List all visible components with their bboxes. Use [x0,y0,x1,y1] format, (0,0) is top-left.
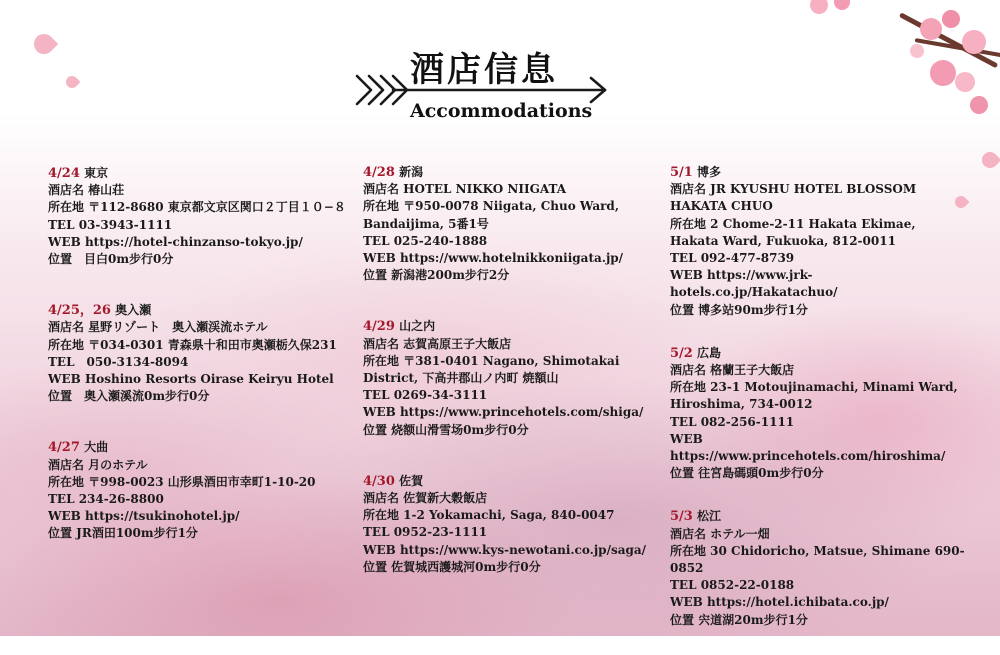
hotel-entry [363,164,663,284]
hotel-address: 所在地 23-1 Motoujinamachi, Minami Ward, Hiroshima, 734-0012 [670,380,958,412]
hotel-web: WEB https://www.hotelnikkoniigata.jp/ [363,251,624,266]
entry-place: 東京 [84,166,109,180]
hotel-tel: TEL 050-3134-8094 [48,354,189,369]
hotel-address: 所在地 〒112-8680 東京都文京区関口２丁目１０−８ [48,200,346,215]
hotel-address: 所在地 〒998-0023 山形県酒田市幸町1-10-20 [48,474,316,489]
hotel-address: 所在地 1-2 Yokamachi, Saga, 840-0047 [363,508,615,523]
hotel-tel: TEL 025-240-1888 [363,233,488,248]
entry-place: 大曲 [84,440,109,455]
entry-place: 広島 [697,345,722,360]
hotel-name: 酒店名 星野リゾート 奥入瀬渓流ホテル [48,320,268,335]
hotel-address: 所在地 〒034-0301 青森県十和田市奥瀬栃久保231 [48,337,337,352]
accommodation-column-3 [670,164,965,655]
hotel-tel: TEL 0269-34-3111 [363,388,488,403]
hotel-entry [48,302,348,405]
hotel-entry [670,345,965,483]
hotel-address: 所在地 〒950-0078 Niigata, Chuo Ward, Bandaijima, 5番1号 [363,199,619,231]
hotel-name: 酒店名 月のホテル [48,457,148,472]
hotel-tel: TEL 0852-22-0188 [670,578,795,593]
entry-date: 4/29 [363,319,395,335]
entry-date: 4/28 [363,165,395,180]
entry-date: 5/3 [670,509,693,525]
hotel-name: 酒店名 椿山荘 [48,183,125,198]
page-header [0,0,1000,140]
hotel-entry [48,165,348,268]
entry-date: 4/30 [363,473,395,489]
hotel-entry [670,164,965,319]
entry-date: 5/2 [670,345,693,361]
hotel-web: WEB https://tsukinohotel.jp/ [48,509,240,524]
hotel-entry [363,473,663,576]
hotel-address: 所在地 〒381-0401 Nagano, Shimotakai District, 下高井郡山ノ内町 焼額山 [363,353,620,386]
hotel-name: 酒店名 格蘭王子大飯店 [670,363,795,378]
hotel-web: WEB https://www.kys-newotani.co.jp/saga/ [363,542,647,557]
entry-date: 4/25，26 [48,303,111,319]
entry-place: 山之内 [399,319,436,334]
hotel-tel: TEL 03-3943-1111 [48,217,173,232]
page-title: 酒店信息 [410,50,558,90]
entry-place: 奥入瀬 [115,303,152,318]
page-subtitle: Accommodations [410,100,593,122]
accommodation-column-2 [363,164,663,610]
entry-date: 4/27 [48,440,80,456]
hotel-name: 酒店名 JR KYUSHU HOTEL BLOSSOM HAKATA CHUO [670,182,917,214]
hotel-tel: TEL 092-477-8739 [670,251,795,266]
hotel-name: 酒店名 ホテル一畑 [670,526,770,541]
hotel-tel: TEL 0952-23-1111 [363,525,488,540]
hotel-tel: TEL 082-256-1111 [670,414,795,429]
hotel-location: 位置 目白0m步行0分 [48,252,174,267]
hotel-location: 位置 博多站90m步行1分 [670,302,808,317]
petal-decoration [979,149,1000,172]
hotel-web: WEB https://www.jrk-hotels.co.jp/Hakatachuo/ [670,268,838,300]
hotel-entry [670,508,965,628]
hotel-tel: TEL 234-26-8800 [48,492,164,507]
hotel-web: WEB https://hotel-chinzanso-tokyo.jp/ [48,234,303,249]
hotel-location: 位置 往宮島碼頭0m步行0分 [670,466,824,481]
hotel-entry [48,439,348,542]
hotel-web: WEB https://www.princehotels.com/shiga/ [363,405,644,420]
hotel-location: 位置 宍道湖20m步行1分 [670,612,808,627]
entry-place: 佐賀 [399,473,424,488]
entry-date: 4/24 [48,166,80,181]
entry-date: 5/1 [670,165,693,180]
hotel-entry [363,318,663,438]
hotel-web: WEB https://hotel.ichibata.co.jp/ [670,595,889,610]
hotel-web: WEB Hoshino Resorts Oirase Keiryu Hotel [48,372,334,387]
hotel-name: 酒店名 志賀高原王子大飯店 [363,336,512,351]
hotel-location: 位置 新潟港200m步行2分 [363,268,510,283]
entry-place: 松江 [697,509,722,524]
hotel-location: 位置 烧额山滑雪场0m步行0分 [363,422,529,437]
hotel-name: 酒店名 佐賀新大穀飯店 [363,491,488,506]
hotel-location: 位置 奥入瀬溪流0m步行0分 [48,389,210,404]
hotel-address: 所在地 30 Chidoricho, Matsue, Shimane 690-0852 [670,543,965,576]
entry-place: 新潟 [399,165,424,179]
hotel-web: WEB https://www.princehotels.com/hiroshima/ [670,431,946,464]
hotel-location: 位置 JR酒田100m步行1分 [48,526,198,541]
accommodation-column-1 [48,165,348,577]
entry-place: 博多 [697,165,722,179]
hotel-location: 位置 佐賀城西護城河0m步行0分 [363,559,541,574]
hotel-name: 酒店名 HOTEL NIKKO NIIGATA [363,182,567,197]
hotel-address: 所在地 2 Chome-2-11 Hakata Ekimae, Hakata Ward, Fukuoka, 812-0011 [670,216,916,248]
